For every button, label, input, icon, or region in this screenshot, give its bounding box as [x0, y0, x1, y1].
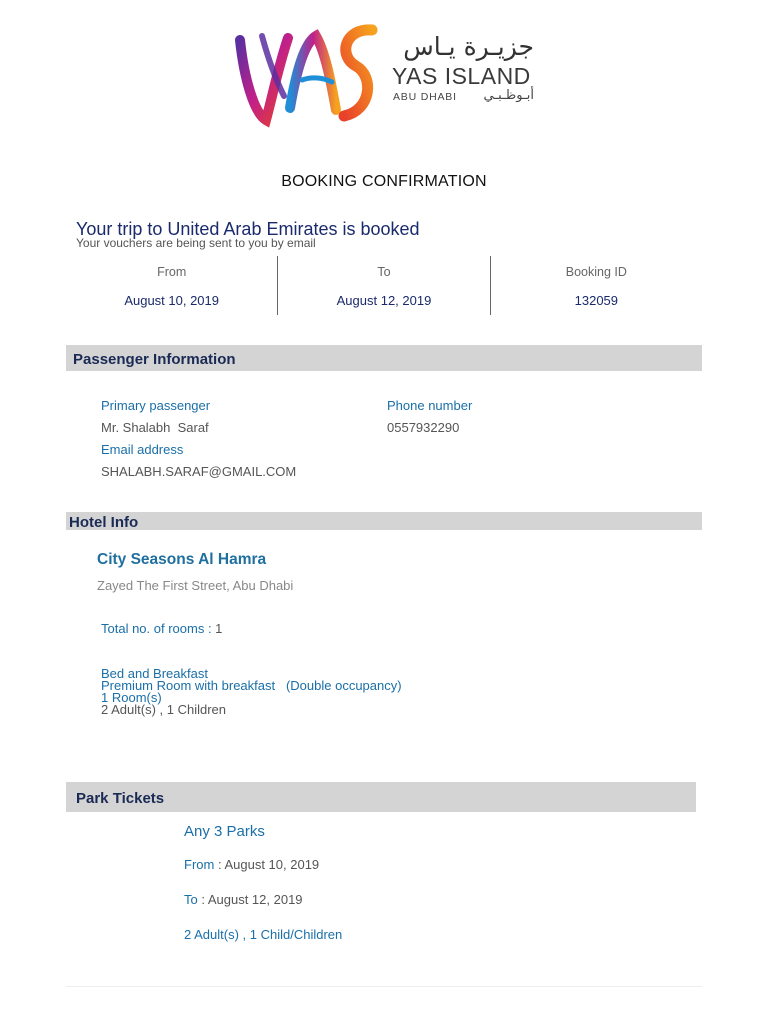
- trip-summary-table: [66, 256, 702, 315]
- phone-number-value: 0557932290: [387, 420, 460, 435]
- email-value: SHALABH.SARAF@GMAIL.COM: [101, 464, 297, 479]
- total-rooms-value: 1: [215, 621, 223, 636]
- bottom-divider: [66, 986, 702, 987]
- from-column: [66, 256, 277, 315]
- yas-island-logo: [232, 18, 542, 128]
- park-to-line: [184, 892, 303, 907]
- total-rooms-separator: :: [204, 621, 216, 636]
- trip-heading: Your trip to United Arab Emirates is booked: [76, 219, 420, 239]
- yas-ribbon-logo-icon: [232, 18, 382, 128]
- booking-id-column: [490, 256, 702, 315]
- passenger-section-header: Passenger Information: [66, 345, 702, 371]
- from-label: From: [157, 265, 187, 279]
- from-value: August 10, 2019: [124, 293, 220, 308]
- park-from-line: [184, 857, 319, 872]
- room-type: Premium Room with breakfast (Double occupancy): [101, 678, 402, 693]
- brand-english-name: YAS ISLAND: [392, 63, 531, 89]
- room-count: 1 Room(s): [101, 690, 162, 705]
- primary-passenger-value: Mr. Shalabh Saraf: [101, 420, 209, 435]
- primary-passenger-label: Primary passenger: [101, 398, 211, 413]
- email-label: Email address: [101, 442, 184, 457]
- room-details: [101, 668, 402, 716]
- brand-arabic-name: جزيـرة يـاس: [403, 32, 534, 61]
- park-ticket-name: Any 3 Parks: [184, 823, 265, 840]
- total-rooms-line: [101, 621, 222, 636]
- park-to-value: : August 12, 2019: [197, 892, 303, 907]
- hotel-name: City Seasons Al Hamra: [97, 551, 267, 568]
- hotel-address: Zayed The First Street, Abu Dhabi: [97, 578, 294, 593]
- trip-subheading: Your vouchers are being sent to you by email: [76, 236, 316, 250]
- park-from-label: From: [184, 857, 215, 872]
- brand-sub-arabic: أبـوظـبـي: [483, 88, 534, 103]
- phone-number-label: Phone number: [387, 398, 473, 413]
- document-title: BOOKING CONFIRMATION: [281, 173, 487, 190]
- hotel-section-header: Hotel Info: [66, 512, 702, 530]
- park-guests: 2 Adult(s) , 1 Child/Children: [184, 927, 343, 942]
- board-type: Bed and Breakfast: [101, 666, 208, 681]
- to-value: August 12, 2019: [336, 293, 432, 308]
- booking-id-label: Booking ID: [565, 265, 627, 279]
- brand-sub-english: ABU DHABI: [393, 91, 457, 103]
- to-column: [277, 256, 489, 315]
- park-tickets-section-header: Park Tickets: [66, 782, 696, 812]
- room-guests: 2 Adult(s) , 1 Children: [101, 702, 227, 717]
- park-from-value: : August 10, 2019: [214, 857, 320, 872]
- to-label: To: [377, 265, 391, 279]
- total-rooms-label: Total no. of rooms: [101, 621, 205, 636]
- booking-id-value: 132059: [574, 293, 619, 308]
- park-to-label: To: [184, 892, 198, 907]
